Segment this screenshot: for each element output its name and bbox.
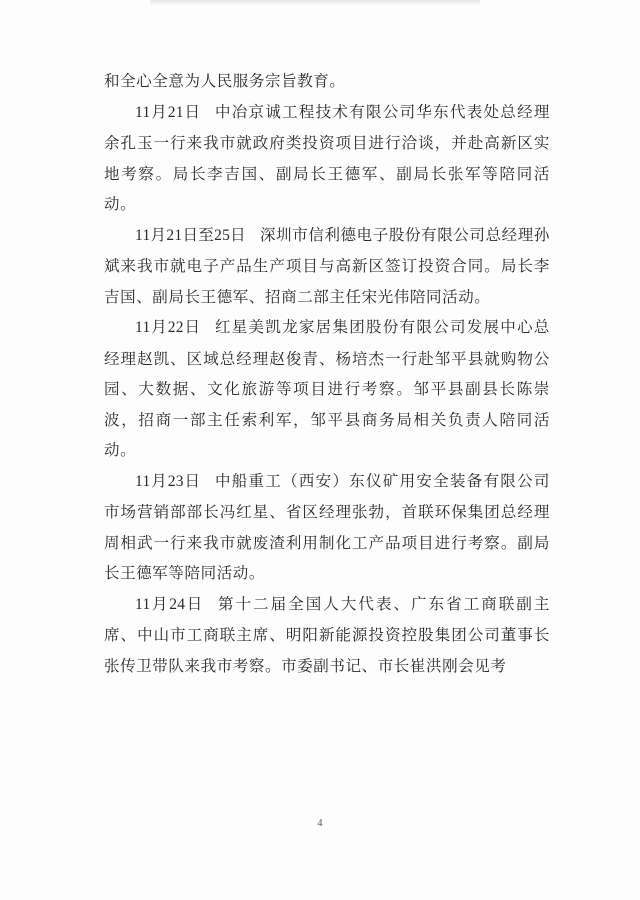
paragraph-text: 和全心全意为人民服务宗旨教育。 (104, 72, 346, 90)
paragraph-text: 红星美凯龙家居集团股份有限公司发展中心总经理赵凯、区域总经理赵俊青、杨培杰一行赴邹平县就购物公园、大数据、文化旅游等项目进行考察。邹平县副县长陈崇波，招商一部主任索利军，邹平县商务局相关负责人陪同活动。 (104, 318, 550, 459)
paragraph-entry (104, 312, 550, 466)
paragraph-continuation (104, 66, 550, 97)
entry-date: 11月21日至25日 (135, 226, 246, 244)
paragraph-entry (104, 220, 550, 313)
document-body (104, 66, 550, 681)
paragraph-text: 中船重工（西安）东仪矿用安全装备有限公司市场营销部部长冯红星、省区经理张勃，首联环保集团总经理周相武一行来我市就废渣利用制化工产品项目进行考察。副局长王德军等陪同活动。 (104, 471, 550, 582)
paragraph-entry (104, 466, 550, 589)
page-number: 4 (317, 818, 323, 829)
paragraph-text: 第十二届全国人大代表、广东省工商联副主席、中山市工商联主席、明阳新能源投资控股集团公司董事长张传卫带队来我市考察。市委副书记、市长崔洪刚会见考 (104, 594, 550, 675)
scan-edge-shadow (150, 0, 480, 6)
entry-date: 11月21日 (135, 103, 201, 121)
paragraph-entry (104, 589, 550, 682)
paragraph-text: 深圳市信利德电子股份有限公司总经理孙斌来我市就电子产品生产项目与高新区签订投资合同。局长李吉国、副局长王德军、招商二部主任宋光伟陪同活动。 (104, 225, 550, 306)
entry-date: 11月23日 (135, 472, 201, 490)
entry-date: 11月24日 (135, 595, 205, 613)
entry-date: 11月22日 (135, 319, 201, 336)
paragraph-entry (104, 97, 550, 220)
paragraph-text: 中冶京诚工程技术有限公司华东代表处总经理余孔玉一行来我市就政府类投资项目进行洽谈，并赴高新区实地考察。局长李吉国、副局长王德军、副局长张军等陪同活动。 (104, 102, 550, 213)
